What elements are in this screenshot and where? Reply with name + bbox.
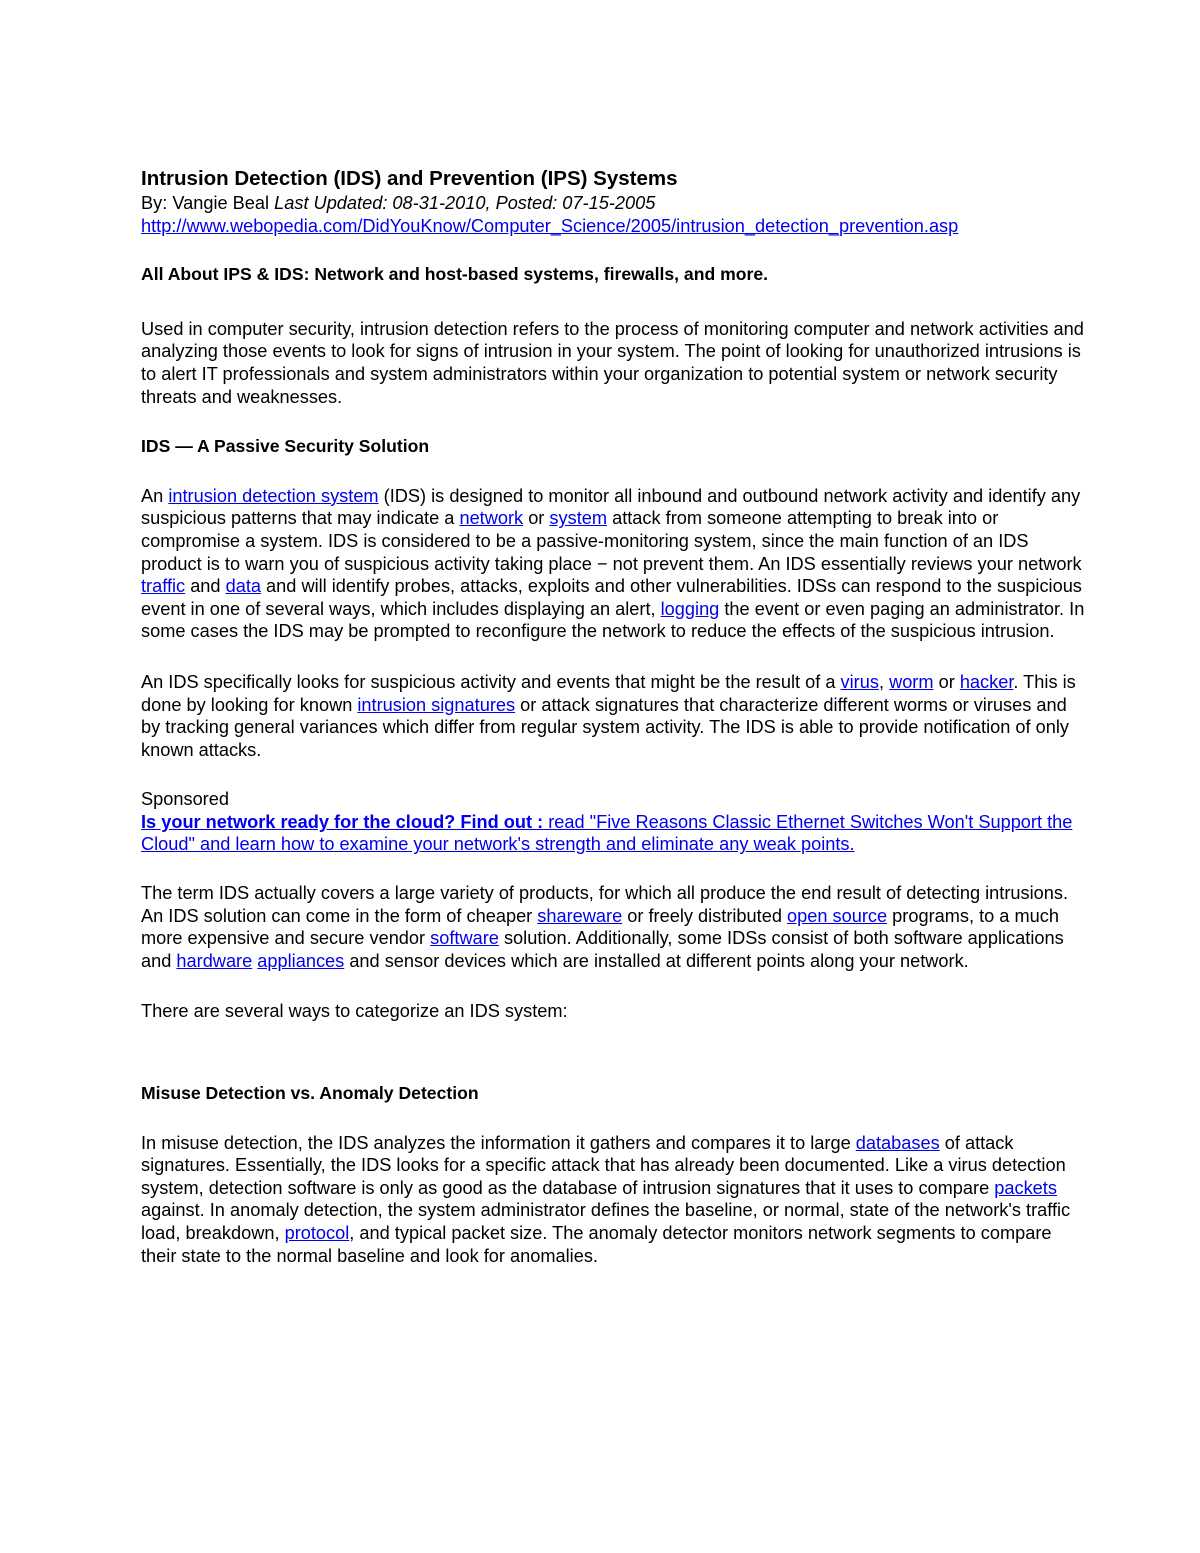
text-run: the event or even paging an administrator. In some cases the IDS may be prompted to reconfigure the network to reduce the effects of the suspicious intrusion.: [141, 598, 1085, 642]
byline-dates: Last Updated: 08-31-2010, Posted: 07-15-2005: [274, 193, 656, 213]
link-hacker[interactable]: hacker: [959, 671, 1014, 692]
misuse-anomaly-paragraph: [141, 1132, 1086, 1268]
text-run: The term IDS actually covers a large variety of products, for which all produce the end result of detecting intrusions. An IDS solution can come in the form of cheaper: [141, 883, 1069, 926]
byline: [141, 192, 1086, 215]
text-run: and will identify probes, attacks, exploits and other vulnerabilities. IDSs can respond to the suspicious event in one of several ways, which includes displaying an alert,: [141, 576, 1082, 619]
article-subtitle: All About IPS & IDS: Network and host-based systems, firewalls, and more.: [141, 264, 768, 285]
link-data[interactable]: data: [225, 576, 261, 597]
link-virus[interactable]: virus: [840, 671, 879, 692]
text-run: attack from someone attempting to break into or compromise a system. IDS is considered to be a passive-monitoring system, since the main function of an IDS product is to warn you of suspicious activity taking place − not prevent them. An IDS essentially reviews your network: [141, 508, 1082, 574]
text-run: and sensor devices which are installed at different points along your network.: [344, 950, 969, 971]
text-run: In misuse detection, the IDS analyzes the information it gathers and compares it to large: [141, 1132, 856, 1153]
text-run: An IDS specifically looks for suspicious activity and events that might be the result of a: [141, 671, 841, 692]
text-run: , and typical packet size. The anomaly detector monitors network segments to compare their state to the normal baseline and look for anomalies.: [141, 1223, 1052, 1266]
link-shareware[interactable]: shareware: [537, 905, 623, 926]
text-run: . This is done by looking for known: [141, 671, 1076, 715]
text-run: programs, to a much more expensive and secure vendor: [141, 905, 1059, 949]
link-protocol[interactable]: protocol: [284, 1223, 350, 1243]
link-worm[interactable]: worm: [889, 671, 934, 692]
link-databases[interactable]: databases: [855, 1132, 940, 1153]
text-run: or freely distributed: [622, 905, 787, 926]
sponsored-body-link[interactable]: read "Five Reasons Classic Ethernet Switches Won't Support the Cloud" and learn how to examine your network's strength and eliminate any weak points.: [141, 811, 1073, 855]
text-run: and: [185, 576, 226, 597]
text-run: solution. Additionally, some IDSs consist of both software applications and: [141, 928, 1064, 971]
byline-author: By: Vangie Beal: [141, 193, 275, 213]
link-intrusion-signatures[interactable]: intrusion signatures: [357, 694, 516, 715]
text-run: of attack signatures. Essentially, the IDS looks for a specific attack that has already been documented. Like a virus detection system, detection software is only as good as the database of intrusion signatures that it uses to compare: [141, 1132, 1066, 1198]
text-run: (IDS) is designed to monitor all inbound and outbound network activity and identify any suspicious patterns that may indicate a: [141, 485, 1081, 529]
section-heading-ids-passive: IDS — A Passive Security Solution: [141, 436, 430, 457]
link-intrusion-detection-system[interactable]: intrusion detection system: [168, 485, 379, 506]
link-system[interactable]: system: [549, 508, 608, 529]
text-run: against. In anomaly detection, the system administrator defines the baseline, or normal, state of the network's traffic load, breakdown,: [141, 1200, 1071, 1243]
categorize-intro: There are several ways to categorize an IDS system:: [141, 1001, 568, 1022]
document-title: Intrusion Detection (IDS) and Prevention (IPS) Systems: [141, 167, 678, 190]
sponsored-block: [141, 811, 1086, 856]
source-url-link[interactable]: http://www.webopedia.com/DidYouKnow/Computer_Science/2005/intrusion_detection_prevention.asp: [141, 215, 959, 236]
link-open-source[interactable]: open source: [787, 905, 888, 926]
link-appliances[interactable]: appliances: [257, 950, 345, 971]
ids-paragraph-2: [141, 671, 1086, 761]
sponsored-label: Sponsored: [141, 789, 229, 810]
link-network[interactable]: network: [459, 508, 524, 529]
text-run: ,: [878, 671, 890, 692]
ids-products-paragraph: [141, 882, 1086, 972]
link-logging[interactable]: logging: [660, 598, 720, 619]
section-heading-misuse-anomaly: Misuse Detection vs. Anomaly Detection: [141, 1083, 479, 1104]
document-body: [141, 166, 1086, 1267]
link-packets[interactable]: packets: [994, 1177, 1057, 1198]
text-run: or: [523, 508, 550, 529]
link-hardware[interactable]: hardware: [176, 950, 253, 971]
link-traffic[interactable]: traffic: [141, 576, 186, 597]
intro-paragraph: Used in computer security, intrusion detection refers to the process of monitoring computer and network activities and analyzing those events to look for signs of intrusion in your system. The point of looking for unauthorized intrusions is to alert IT professionals and system administrators within your organization to potential system or network security threats and weaknesses.: [141, 318, 1084, 407]
ids-paragraph-1: [141, 485, 1086, 643]
link-software[interactable]: software: [430, 928, 499, 949]
sponsored-headline-link[interactable]: Is your network ready for the cloud? Find out :: [141, 811, 544, 832]
text-run: An: [141, 485, 169, 506]
text-run: or attack signatures that characterize different worms or viruses and by tracking general variances which differ from regular system activity. The IDS is able to provide notification of only known attacks.: [141, 694, 1069, 760]
text-run: or: [933, 671, 960, 692]
